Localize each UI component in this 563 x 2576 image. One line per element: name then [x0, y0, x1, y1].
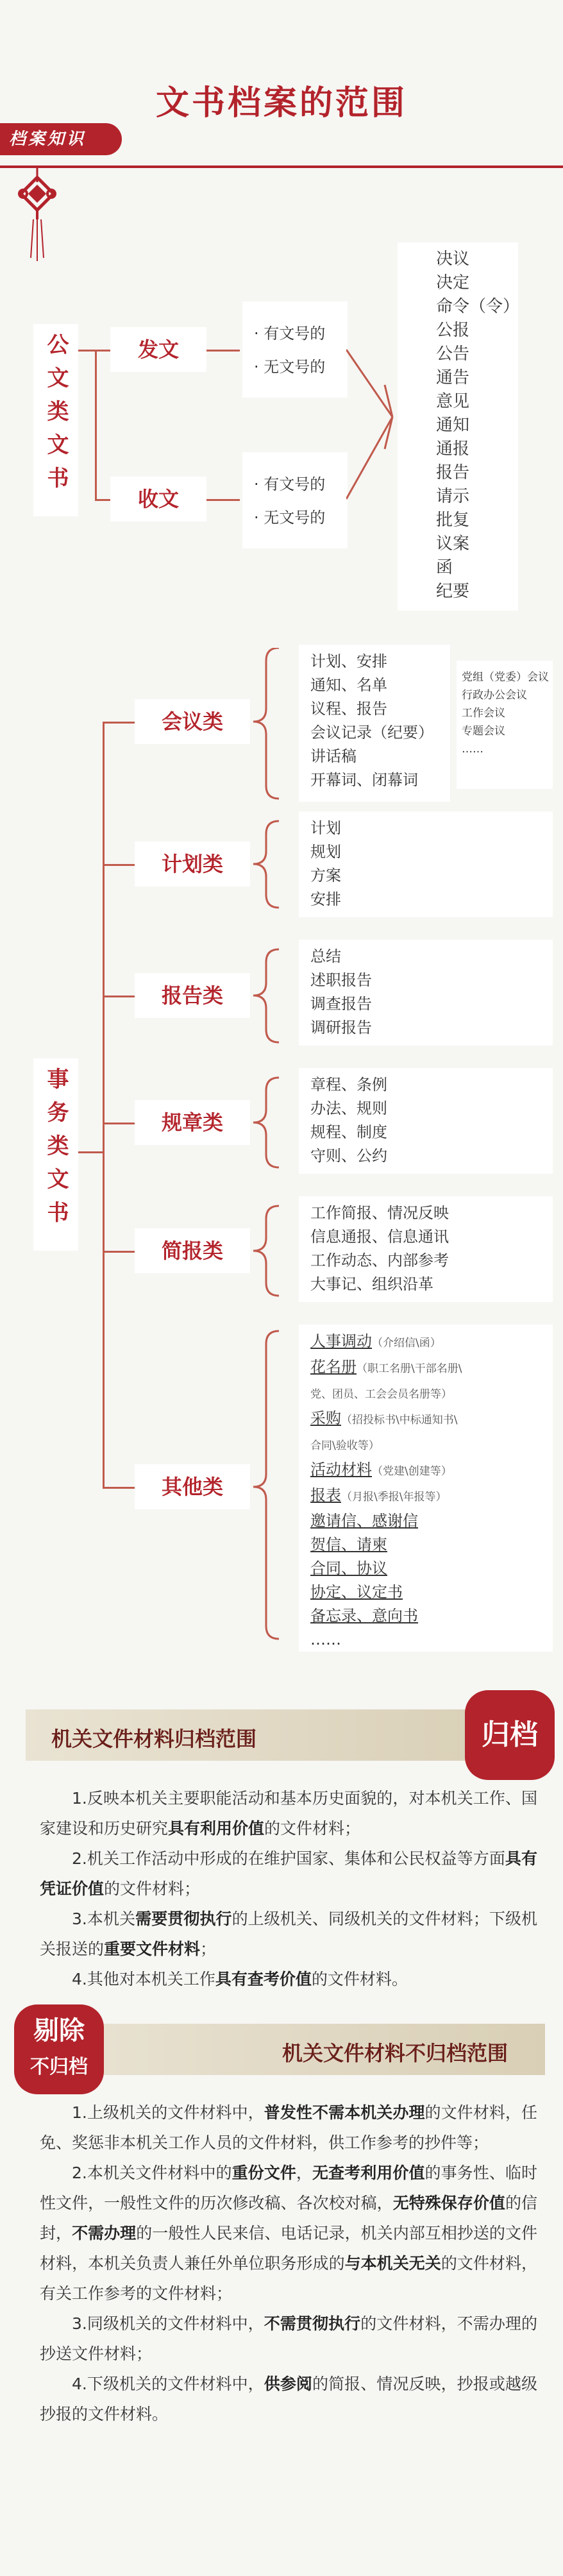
list-item: 计划 — [310, 819, 341, 837]
list-item: 批复 — [436, 511, 470, 530]
list-item: 开幕词、闭幕词 — [310, 771, 418, 789]
list-item: 党组（党委）会议 — [462, 671, 549, 684]
section-tag: 档案知识 — [0, 123, 122, 155]
affairs-docs-label: 事务类文书 — [33, 1058, 78, 1251]
bracket-lines — [253, 648, 292, 1648]
list-item: 信息通报、信息通讯 — [310, 1228, 449, 1246]
meeting-side-list — [457, 661, 553, 789]
list-item: 总结 — [310, 947, 341, 965]
list-item: 人事调动（介绍信\函） — [310, 1332, 441, 1350]
list-item: 通知 — [436, 416, 470, 435]
list-item: 决议 — [436, 250, 470, 269]
list-item: 调查报告 — [310, 995, 372, 1013]
list-item: 合同、协议 — [310, 1559, 387, 1577]
list-item: 会议记录（纪要） — [310, 724, 433, 741]
list-item: · 无文号的 — [254, 358, 326, 376]
paragraph: 3.本机关需要贯彻执行的上级机关、同级机关的文件材料；下级机关报送的重要文件材料； — [40, 1910, 537, 1958]
send-docs-label: 发文 — [110, 327, 206, 372]
report-list — [299, 940, 553, 1046]
send-docs-list — [242, 301, 348, 398]
list-item: 函 — [436, 558, 453, 577]
plan-list — [299, 811, 553, 917]
list-item: 命令（令） — [436, 297, 520, 316]
connector-lines — [346, 301, 398, 558]
archive-scope-title: 机关文件材料归档范围 — [51, 1727, 257, 1751]
list-item: 通知、名单 — [310, 676, 387, 694]
list-item: 合同\验收等） — [310, 1439, 380, 1452]
list-item: 安排 — [310, 890, 341, 908]
plan-category: 计划类 — [135, 842, 250, 886]
brief-list — [299, 1196, 553, 1302]
receive-docs-label: 收文 — [110, 477, 206, 521]
list-item: 行政办公会议 — [462, 689, 527, 702]
list-item: 规程、制度 — [310, 1123, 387, 1141]
list-item: 纪要 — [436, 582, 470, 601]
non-archive-text — [40, 2097, 537, 2429]
list-item: 公报 — [436, 321, 470, 340]
archive-seal: 归档 — [465, 1690, 555, 1780]
list-item: 通告 — [436, 368, 470, 387]
header-divider — [0, 165, 563, 168]
list-item: 请示 — [436, 487, 470, 506]
brief-category: 简报类 — [135, 1228, 250, 1273]
paragraph: 4.下级机关的文件材料中，供参阅的简报、情况反映，抄报或越级抄报的文件材料。 — [40, 2375, 537, 2423]
rules-category: 规章类 — [135, 1100, 250, 1145]
list-item: 调研报告 — [310, 1019, 372, 1037]
list-item: 活动材料（党建\创建等） — [310, 1461, 452, 1479]
list-item: 工作会议 — [462, 707, 505, 720]
report-category: 报告类 — [135, 973, 250, 1018]
other-list — [299, 1325, 553, 1652]
non-archive-seal: 剔除 不归档 — [14, 2004, 104, 2094]
list-item: 办法、规则 — [310, 1099, 387, 1117]
paragraph: 4.其他对本机关工作具有查考价值的文件材料。 — [72, 1970, 408, 1988]
official-docs-label: 公文类文书 — [33, 324, 78, 516]
list-item: 花名册（职工名册\干部名册\ — [310, 1358, 462, 1376]
list-item: 专题会议 — [462, 725, 505, 738]
list-item: 贺信、请柬 — [310, 1536, 387, 1554]
list-item: 大事记、组织沿革 — [310, 1275, 433, 1293]
list-item: 协定、议定书 — [310, 1583, 403, 1601]
non-archive-title: 机关文件材料不归档范围 — [282, 2041, 508, 2065]
list-item: 邀请信、感谢信 — [310, 1512, 418, 1530]
paragraph: 2.机关工作活动中形成的在维护国家、集体和公民权益等方面具有凭证价值的文件材料； — [40, 1849, 537, 1898]
list-item: 方案 — [310, 867, 341, 885]
list-item: 工作简报、情况反映 — [310, 1204, 449, 1222]
list-item: 备忘录、意向书 — [310, 1607, 418, 1625]
list-item: 意见 — [436, 392, 470, 411]
list-item: 党、团员、工会会员名册等） — [310, 1388, 452, 1401]
paragraph: 2.本机关文件材料中的重份文件，无查考利用价值的事务性、临时性文件，一般性文件的历次修改稿、各次校对稿，无特殊保存价值的信封，不需办理的一般性人民来信、电话记录，机关内部互相抄送的文件材料，本机关负责人兼任外单位职务形成的与本机关无关的文件材料，有关工作参考的文件材料； — [40, 2164, 537, 2303]
list-item: 通报 — [436, 439, 470, 459]
list-item: 议案 — [436, 534, 470, 554]
paragraph: 1.反映本机关主要职能活动和基本历史面貌的，对本机关工作、国家建设和历史研究具有利用价值的文件材料； — [40, 1789, 537, 1838]
list-item: 计划、安排 — [310, 652, 387, 670]
chinese-knot-icon — [12, 168, 63, 264]
list-item: 章程、条例 — [310, 1076, 387, 1094]
list-item: 讲话稿 — [310, 747, 357, 765]
page-title: 文书档案的范围 — [155, 83, 407, 123]
paragraph: 1.上级机关的文件材料中，普发性不需本机关办理的文件材料，任免、奖惩非本机关工作人员的文件材料，供工作参考的抄件等； — [40, 2103, 537, 2152]
list-item: · 有文号的 — [254, 475, 326, 493]
list-item: 议程、报告 — [310, 700, 387, 718]
list-item: 述职报告 — [310, 971, 372, 989]
list-item: · 无文号的 — [254, 509, 326, 527]
list-item: 采购（招投标书\中标通知书\ — [310, 1409, 458, 1427]
list-item: 规划 — [310, 843, 341, 861]
list-item: 决定 — [436, 273, 470, 292]
doc-type-list — [398, 242, 518, 611]
receive-docs-list — [242, 452, 348, 548]
list-item: · 有文号的 — [254, 325, 326, 343]
list-item: 公告 — [436, 344, 470, 364]
list-item: 报告 — [436, 463, 470, 482]
list-item: …… — [310, 1631, 341, 1648]
other-category: 其他类 — [135, 1464, 250, 1509]
list-item: 报表（月报\季报\年报等） — [310, 1486, 447, 1504]
list-item: 工作动态、内部参考 — [310, 1251, 449, 1269]
meeting-category: 会议类 — [135, 699, 250, 744]
meeting-list — [299, 645, 450, 802]
archive-scope-text — [40, 1783, 537, 1994]
paragraph: 3.同级机关的文件材料中，不需贯彻执行的文件材料，不需办理的抄送文件材料； — [40, 2314, 537, 2363]
list-item: …… — [462, 743, 483, 756]
rules-list — [299, 1068, 553, 1174]
list-item: 守则、公约 — [310, 1147, 387, 1165]
